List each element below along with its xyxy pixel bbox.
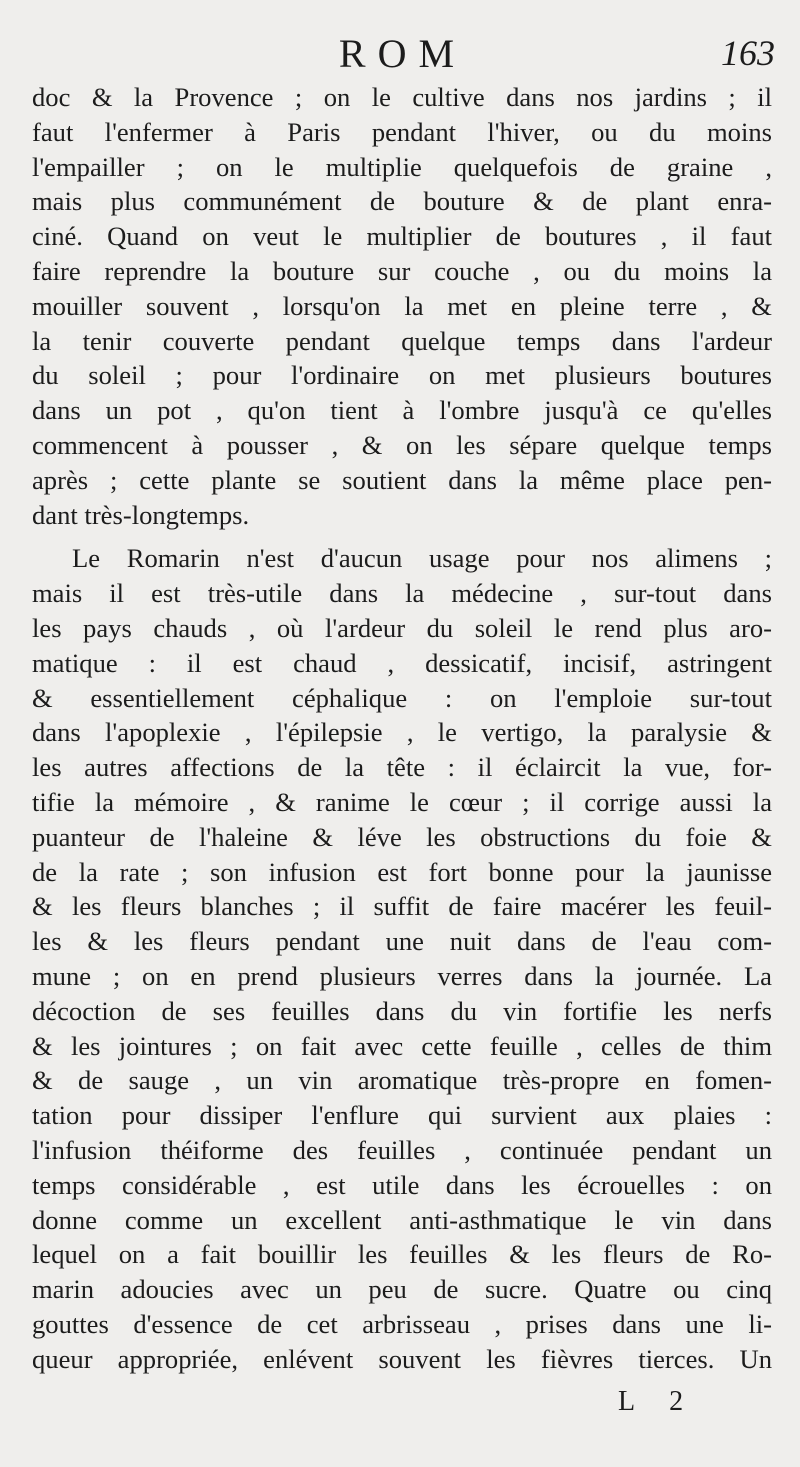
text-line: du soleil ; pour l'ordinaire on met plusieurs boutures — [32, 360, 772, 391]
text-line: de la rate ; son infusion est fort bonne pour la jaunisse — [32, 856, 772, 887]
text-line: queur appropriée, enlévent souvent les fièvres tierces. Un — [32, 1343, 772, 1374]
text-line: & de sauge , un vin aromatique très-propre en fomen- — [32, 1065, 772, 1096]
text-line: Le Romarin n'est d'aucun usage pour nos alimens ; — [72, 543, 772, 574]
text-line: donne comme un excellent anti-asthmatique le vin dans — [32, 1204, 772, 1235]
text-line: après ; cette plante se soutient dans la même place pen- — [32, 464, 772, 495]
text-line: puanteur de l'haleine & léve les obstructions du foie & — [32, 821, 772, 852]
text-line: tation pour dissiper l'enflure qui survient aux plaies : — [32, 1100, 772, 1131]
text-line: décoction de ses feuilles dans du vin fortifie les nerfs — [32, 995, 772, 1026]
text-line: lequel on a fait bouillir les feuilles & les fleurs de Ro- — [32, 1239, 772, 1270]
text-line: les & les fleurs pendant une nuit dans de l'eau com- — [32, 926, 772, 957]
text-line: les pays chauds , où l'ardeur du soleil le rend plus aro- — [32, 612, 772, 643]
text-line: faire reprendre la bouture sur couche , ou du moins la — [32, 255, 772, 286]
text-line: mune ; on en prend plusieurs verres dans la journée. La — [32, 960, 772, 991]
text-line: gouttes d'essence de cet arbrisseau , prises dans une li- — [32, 1308, 772, 1339]
text-line: dans un pot , qu'on tient à l'ombre jusqu'à ce qu'elles — [32, 395, 772, 426]
text-line: mais plus communément de bouture & de plant enra- — [32, 186, 772, 217]
text-line: doc & la Provence ; on le cultive dans nos jardins ; il — [32, 82, 772, 112]
text-line: & essentiellement céphalique : on l'emploie sur-tout — [32, 682, 772, 713]
text-line: ciné. Quand on veut le multiplier de boutures , il faut — [32, 221, 772, 252]
text-line: mouiller souvent , lorsqu'on la met en pleine terre , & — [32, 290, 772, 321]
page-number: 163 — [721, 33, 775, 73]
text-line: dant très-longtemps. — [32, 499, 250, 530]
page-header — [30, 24, 775, 80]
paragraph — [32, 80, 772, 532]
text-line: mais il est très-utile dans la médecine , sur-tout dans — [32, 578, 772, 609]
text-line: la tenir couverte pendant quelque temps dans l'ardeur — [32, 325, 772, 356]
text-line: l'empailler ; on le multiplie quelquefois de graine , — [32, 151, 772, 182]
text-line: marin adoucies avec un peu de sucre. Quatre ou cinq — [32, 1274, 772, 1305]
text-line: tifie la mémoire , & ranime le cœur ; il corrige aussi la — [32, 786, 772, 817]
text-line: & les fleurs blanches ; il suffit de faire macérer les feuil- — [32, 891, 772, 922]
text-line: matique : il est chaud , dessicatif, incisif, astringent — [32, 647, 772, 678]
text-line: faut l'enfermer à Paris pendant l'hiver, ou du moins — [32, 116, 772, 147]
text-line: les autres affections de la tête : il éclaircit la vue, for- — [32, 752, 772, 783]
text-line: dans l'apoplexie , l'épilepsie , le vertigo, la paralysie & — [32, 717, 772, 748]
signature-mark: L 2 — [618, 1386, 698, 1417]
running-head: ROM — [338, 31, 467, 76]
text-line: temps considérable , est utile dans les écrouelles : on — [32, 1169, 772, 1200]
text-line: commencent à pousser , & on les sépare quelque temps — [32, 429, 772, 460]
body-text — [32, 80, 772, 1376]
paragraph — [32, 541, 772, 1376]
text-line: & les jointures ; on fait avec cette feuille , celles de thim — [32, 1030, 772, 1061]
text-line: l'infusion théiforme des feuilles , continuée pendant un — [32, 1134, 772, 1165]
